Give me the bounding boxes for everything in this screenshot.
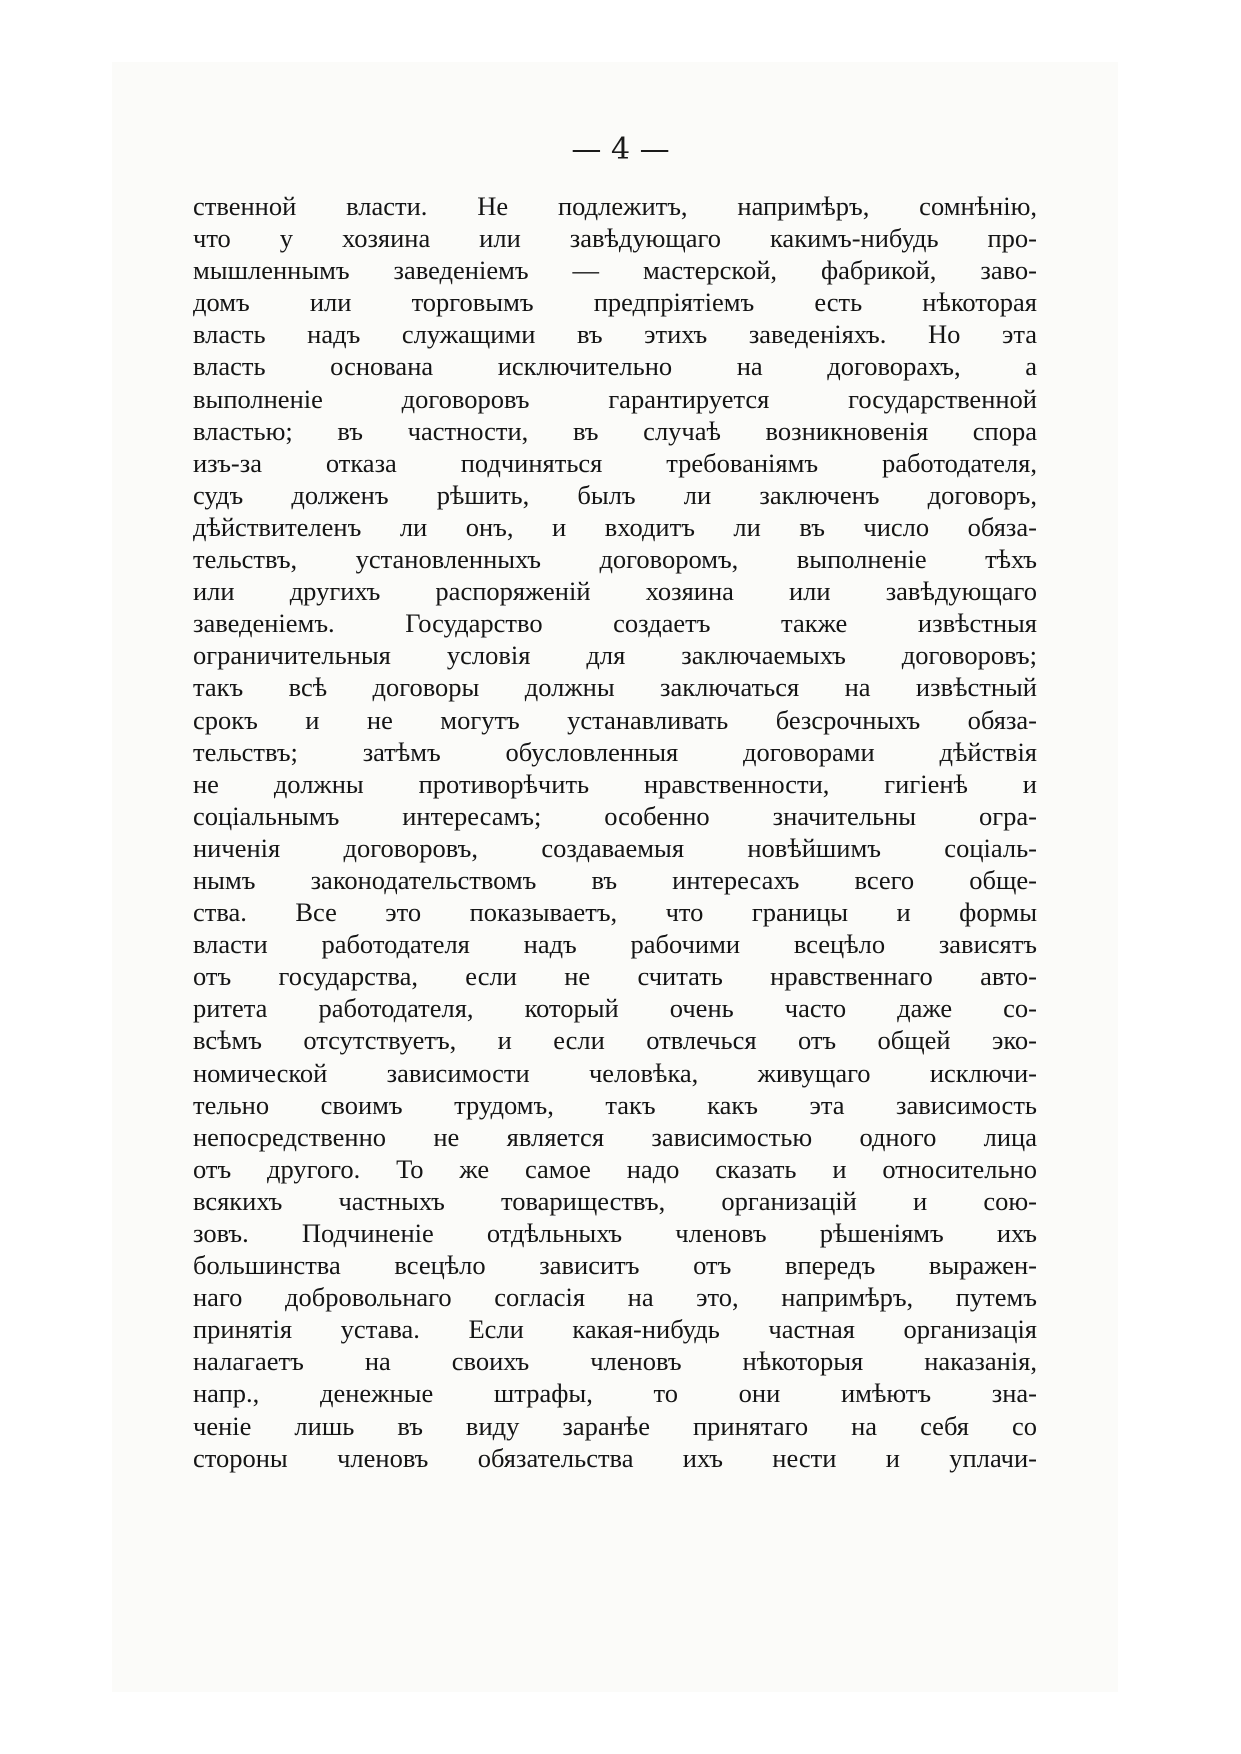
text-line: ченіе лишь въ виду заранѣе принятаго на себя со (193, 1410, 1037, 1441)
text-line: всѣмъ отсутствуетъ, и если отвлечься отъ общей эко- (193, 1025, 1037, 1056)
text-line: зовъ. Подчиненіе отдѣльныхъ членовъ рѣшеніямъ ихъ (193, 1218, 1037, 1248)
text-line: власти работодателя надъ рабочими всецѣло зависятъ (193, 929, 1037, 960)
text-line: ниченія договоровъ, создаваемыя новѣйшимъ соціаль- (193, 832, 1037, 863)
text-line: нымъ законодательствомъ въ интересахъ всего обще- (193, 864, 1037, 895)
text-line: домъ или торговымъ предпріятіемъ есть нѣкоторая (193, 287, 1037, 318)
text-line: налагаетъ на своихъ членовъ нѣкоторыя наказанія, (193, 1346, 1037, 1377)
text-line: судъ долженъ рѣшить, былъ ли заключенъ договоръ, (193, 479, 1037, 510)
text-line: изъ-за отказа подчиняться требованіямъ работодателя, (193, 447, 1037, 478)
text-line: соціальнымъ интересамъ; особенно значительны огра- (193, 800, 1037, 831)
text-line: ства. Все это показываетъ, что границы и формы (193, 897, 1037, 928)
text-line: мышленнымъ заведеніемъ — мастерской, фабрикой, заво- (193, 255, 1037, 286)
text-line: напр., денежные штрафы, то они имѣютъ зна- (193, 1378, 1037, 1409)
text-line: ственной власти. Не подлежитъ, напримѣръ, сомнѣнію, (193, 191, 1037, 221)
text-line: большинства всецѣло зависитъ отъ впередъ выражен- (193, 1250, 1037, 1281)
text-line: ограничительныя условія для заключаемыхъ договоровъ; (193, 640, 1037, 671)
text-line: наго добровольнаго согласія на это, напримѣръ, путемъ (193, 1282, 1037, 1313)
text-line: номической зависимости человѣка, живущаго исключи- (193, 1057, 1037, 1088)
text-line: властью; въ частности, въ случаѣ возникновенія спора (193, 415, 1037, 446)
text-line: такъ всѣ договоры должны заключаться на извѣстный (193, 672, 1037, 703)
text-line: выполненіе договоровъ гарантируется государственной (193, 383, 1037, 414)
text-line: власть основана исключительно на договорахъ, а (193, 351, 1037, 382)
text-line: отъ государства, если не считать нравственнаго авто- (193, 961, 1037, 992)
text-line: стороны членовъ обязательства ихъ нести и уплачи- (193, 1442, 1037, 1473)
page-number: — 4 — (571, 132, 670, 167)
text-line: ритета работодателя, который очень часто даже со- (193, 993, 1037, 1024)
body-text (193, 190, 1037, 1474)
text-line: всякихъ частныхъ товариществъ, организацій и сою- (193, 1185, 1037, 1216)
text-line: дѣйствителенъ ли онъ, и входитъ ли въ число обяза- (193, 511, 1037, 542)
text-line: власть надъ служащими въ этихъ заведеніяхъ. Но эта (193, 319, 1037, 350)
text-line: непосредственно не является зависимостью одного лица (193, 1121, 1037, 1152)
text-line: отъ другого. То же самое надо сказать и относительно (193, 1153, 1037, 1184)
text-line: заведеніемъ. Государство создаетъ также извѣстныя (193, 608, 1037, 639)
text-line: тельно своимъ трудомъ, такъ какъ эта зависимость (193, 1089, 1037, 1120)
text-line: тельствъ, установленныхъ договоромъ, выполненіе тѣхъ (193, 544, 1037, 575)
text-line: не должны противорѣчить нравственности, гигіенѣ и (193, 768, 1037, 799)
text-line: что у хозяина или завѣдующаго какимъ-нибудь про- (193, 223, 1037, 254)
text-line: тельствъ; затѣмъ обусловленныя договорами дѣйствія (193, 736, 1037, 767)
text-line: срокъ и не могутъ устанавливать безсрочныхъ обяза- (193, 704, 1037, 735)
text-line: принятія устава. Если какая-нибудь частная организація (193, 1314, 1037, 1345)
text-line: или другихъ распоряженій хозяина или завѣдующаго (193, 576, 1037, 607)
